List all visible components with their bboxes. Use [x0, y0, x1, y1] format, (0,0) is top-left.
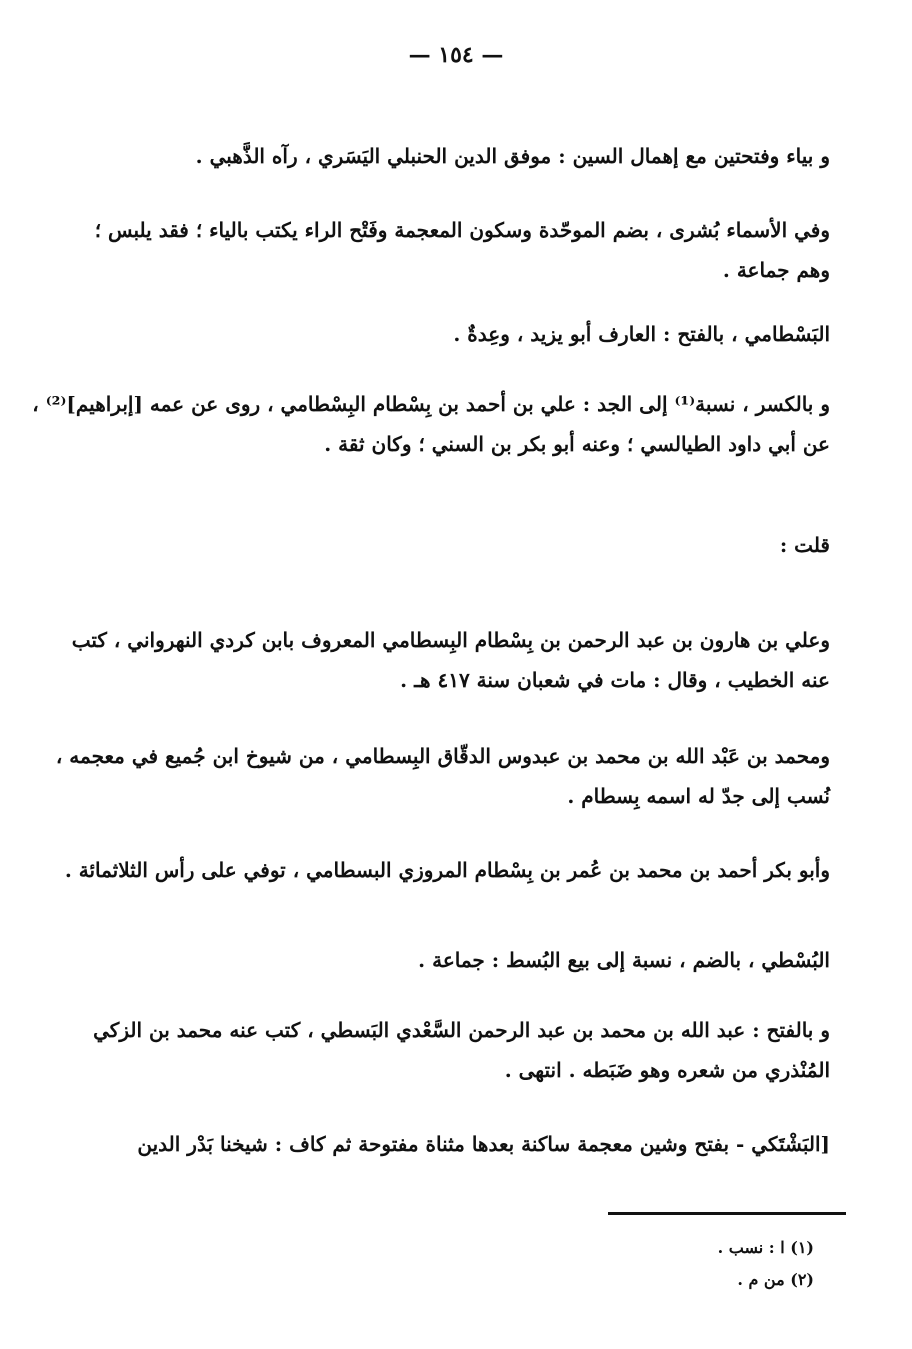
paragraph-p4	[32, 384, 830, 464]
text-line: و بالكسر ، نسبة⁽¹⁾ إلى الجد : علي بن أحمد بن بِسْطام البِسْطامي ، روى عن عمه [إبراهيم]⁽²⁾ ،	[32, 392, 830, 416]
text-line: وهم جماعة .	[722, 258, 830, 282]
text-line: البُسْطي ، بالضم ، نسبة إلى بيع البُسط : جماعة .	[418, 948, 830, 972]
text-line: وأبو بكر أحمد بن محمد بن عُمر بن بِسْطام المروزي البسطامي ، توفي على رأس الثلاثمائة .	[64, 858, 830, 882]
footnote-1: (١) ا : نسب .	[717, 1238, 814, 1257]
paragraph-p11	[110, 1124, 830, 1164]
text-line: وعلي بن هارون بن عبد الرحمن بن بِسْطام البِسطامي المعروف بابن كردي النهرواني ، كتب	[71, 628, 830, 652]
text-line: و بياء وفتحتين مع إهمال السين : موفق الدين الحنبلي اليَسَري ، رآه الذَّهبي .	[195, 144, 830, 168]
paragraph-p6	[71, 620, 830, 700]
paragraph-p7	[55, 736, 830, 816]
paragraph-p3	[110, 314, 830, 354]
text-line: و بالفتح : عبد الله بن محمد بن عبد الرحمن السَّعْدي البَسطي ، كتب عنه محمد بن الزكي	[93, 1018, 830, 1042]
footnote-2: (٢) من م .	[737, 1270, 814, 1289]
text-line: المُنْذري من شعره وهو ضَبَطه . انتهى .	[504, 1058, 830, 1082]
text-line: نُسب إلى جدّ له اسمه بِسطام .	[567, 784, 830, 808]
paragraph-p2	[94, 210, 830, 290]
paragraph-p5	[110, 525, 830, 565]
text-line: قلت :	[779, 533, 830, 557]
footnote-divider	[608, 1212, 846, 1215]
text-line: وفي الأسماء بُشرى ، بضم الموحّدة وسكون المعجمة وفَتْح الراء يكتب بالياء ؛ فقد يلبس ؛	[94, 218, 830, 242]
text-line: عنه الخطيب ، وقال : مات في شعبان سنة ٤١٧ هـ .	[400, 668, 830, 692]
page-number: — ١٥٤ —	[408, 42, 504, 68]
text-line: ومحمد بن عَبْد الله بن محمد بن عبدوس الدقّاق البِسطامي ، من شيوخ ابن جُميع في معجمه ،	[55, 744, 830, 768]
text-line: [البَشْتَكي - بفتح وشين معجمة ساكنة بعدها مثناة مفتوحة ثم كاف : شيخنا بَدْر الدين	[137, 1132, 830, 1156]
paragraph-p10	[93, 1010, 830, 1090]
paragraph-p9	[110, 940, 830, 980]
paragraph-p1	[110, 136, 830, 176]
paragraph-p8	[64, 850, 830, 890]
text-line: البَسْطامي ، بالفتح : العارف أبو يزيد ، وعِدةٌ .	[453, 322, 830, 346]
text-line: عن أبي داود الطيالسي ؛ وعنه أبو بكر بن السني ؛ وكان ثقة .	[324, 432, 830, 456]
